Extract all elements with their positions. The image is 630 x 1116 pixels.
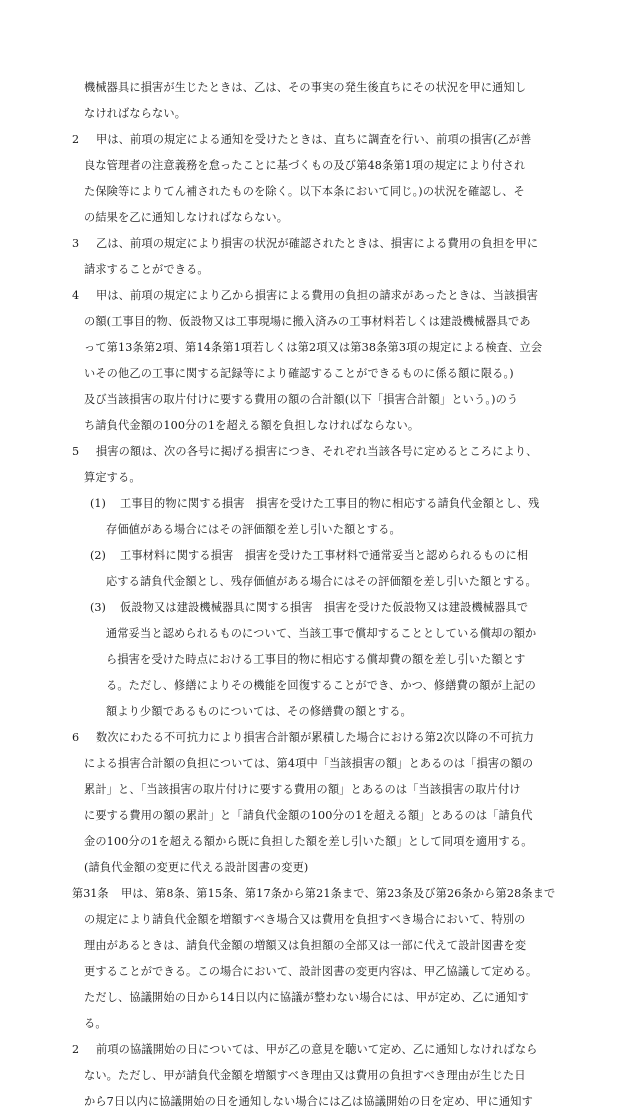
paragraph-5 [0, 440, 630, 466]
paragraph-number: 2 [72, 1043, 80, 1056]
paragraph-3 [0, 232, 630, 258]
text-line: 機械器具に損害が生じたときは、乙は、その事実の発生後直ちにその状況を甲に通知し [84, 81, 527, 94]
article-caption: (請負代金額の変更に代える設計図書の変更) [84, 861, 309, 874]
text-line: ただし、協議開始の日から14日以内に協議が整わない場合には、甲が定め、乙に通知す [84, 991, 529, 1004]
item-2 [0, 544, 630, 570]
text-line: 及び当該損害の取片付けに要する費用の額の合計額(以下「損害合計額」という。)のう [84, 393, 519, 406]
text-line: 損害の額は、次の各号に掲げる損害につき、それぞれ当該各号に定めるところにより、 [96, 445, 538, 458]
text-line: 累計」と、「当該損害の取片付けに要する費用の額」とあるのは「当該損害の取片付け [84, 783, 521, 796]
paragraph-number: 6 [72, 731, 80, 744]
text-line: 工事目的物に関する損害 損害を受けた工事目的物に相応する請負代金額とし、残 [120, 497, 540, 510]
text-line: 甲は、前項の規定により乙から損害による費用の負担の請求があったときは、当該損害 [96, 289, 539, 302]
text-line: 算定する。 [84, 471, 141, 484]
text-line: なければならない。 [84, 107, 187, 120]
document-body [0, 76, 630, 1116]
text-line: の規定により請負代金額を増額すべき場合又は費用を負担すべき場合において、特別の [84, 913, 526, 926]
paragraph-31-2 [0, 1038, 630, 1064]
text-line: 前項の協議開始の日については、甲が乙の意見を聴いて定め、乙に通知しなければなら [96, 1043, 538, 1056]
paragraph-number: 5 [72, 445, 80, 458]
text-line: による損害合計額の負担については、第4項中「当該損害の額」とあるのは「損害の額の [84, 757, 534, 770]
article-number: 第31条 [72, 887, 109, 900]
text-line: ち請負代金額の100分の1を超える額を負担しなければならない。 [84, 419, 420, 432]
text-line: って第13条第2項、第14条第1項若しくは第2項又は第38条第3項の規定による検査、立会 [84, 341, 543, 354]
text-line: 数次にわたる不可抗力により損害合計額が累積した場合における第2次以降の不可抗力 [96, 731, 535, 744]
item-number: (3) [90, 601, 106, 614]
text-line: 良な管理者の注意義務を怠ったことに基づくもの及び第48条第1項の規定により付され [84, 159, 526, 172]
item-number: (1) [90, 497, 106, 510]
item-1 [0, 492, 630, 518]
paragraph-4 [0, 284, 630, 310]
text-line: に要する費用の額の累計」と「請負代金額の100分の1を超える額」とあるのは「請負代 [84, 809, 533, 822]
paragraph-number: 3 [72, 237, 80, 250]
text-line: 更することができる。この場合において、設計図書の変更内容は、甲乙協議して定める。 [84, 965, 538, 978]
paragraph-6 [0, 726, 630, 752]
text-line: 額より少額であるものについては、その修繕費の額とする。 [106, 705, 412, 718]
text-line: の額(工事目的物、仮設物又は工事現場に搬入済みの工事材料若しくは建設機械器具であ [84, 315, 531, 328]
paragraph-2 [0, 128, 630, 154]
paragraph-number: 2 [72, 133, 80, 146]
article-31 [0, 882, 630, 908]
article-heading [0, 856, 630, 882]
text-line: 工事材料に関する損害 損害を受けた工事材料で通常妥当と認められるものに相 [120, 549, 529, 562]
text-line: ない。ただし、甲が請負代金額を増額すべき理由又は費用の負担すべき理由が生じた日 [84, 1069, 526, 1082]
text-line: 金の100分の1を超える額から既に負担した額を差し引いた額」として同項を適用する。 [84, 835, 533, 848]
text-line: 甲は、前項の規定による通知を受けたときは、直ちに調査を行い、前項の損害(乙が善 [96, 133, 532, 146]
text-line: る。 [84, 1017, 107, 1030]
text-line: 理由があるときは、請負代金額の増額又は負担額の全部又は一部に代えて設計図書を変 [84, 939, 527, 952]
text-line: 乙は、前項の規定により損害の状況が確認されたときは、損害による費用の負担を甲に [96, 237, 539, 250]
text-line: ら損害を受けた時点における工事目的物に相応する償却費の額を差し引いた額とす [106, 653, 526, 666]
paragraph-number: 4 [72, 289, 80, 302]
item-3 [0, 596, 630, 622]
text-line: 甲は、第8条、第15条、第17条から第21条まで、第23条及び第26条から第28条まで [121, 887, 556, 900]
text-line: 応する請負代金額とし、残存価値がある場合にはその評価額を差し引いた額とする。 [106, 575, 537, 588]
text-line: る。ただし、修繕によりその機能を回復することができ、かつ、修繕費の額が上記の [106, 679, 536, 692]
text-line: 仮設物又は建設機械器具に関する損害 損害を受けた仮設物又は建設機械器具で [120, 601, 529, 614]
text-line: から7日以内に協議開始の日を通知しない場合には乙は協議開始の日を定め、甲に通知す [84, 1095, 533, 1108]
text-line: 通常妥当と認められるものについて、当該工事で償却することとしている償却の額か [106, 627, 537, 640]
text-line: 請求することができる。 [84, 263, 209, 276]
text-line: 存価値がある場合にはその評価額を差し引いた額とする。 [106, 523, 401, 536]
item-number: (2) [90, 549, 106, 562]
text-line: た保険等によりてん補されたものを除く。以下本条において同じ。)の状況を確認し、そ [84, 185, 525, 198]
text-line: いその他乙の工事に関する記録等により確認することができるものに係る額に限る。) [84, 367, 514, 380]
text-line: の結果を乙に通知しなければならない。 [84, 211, 289, 224]
